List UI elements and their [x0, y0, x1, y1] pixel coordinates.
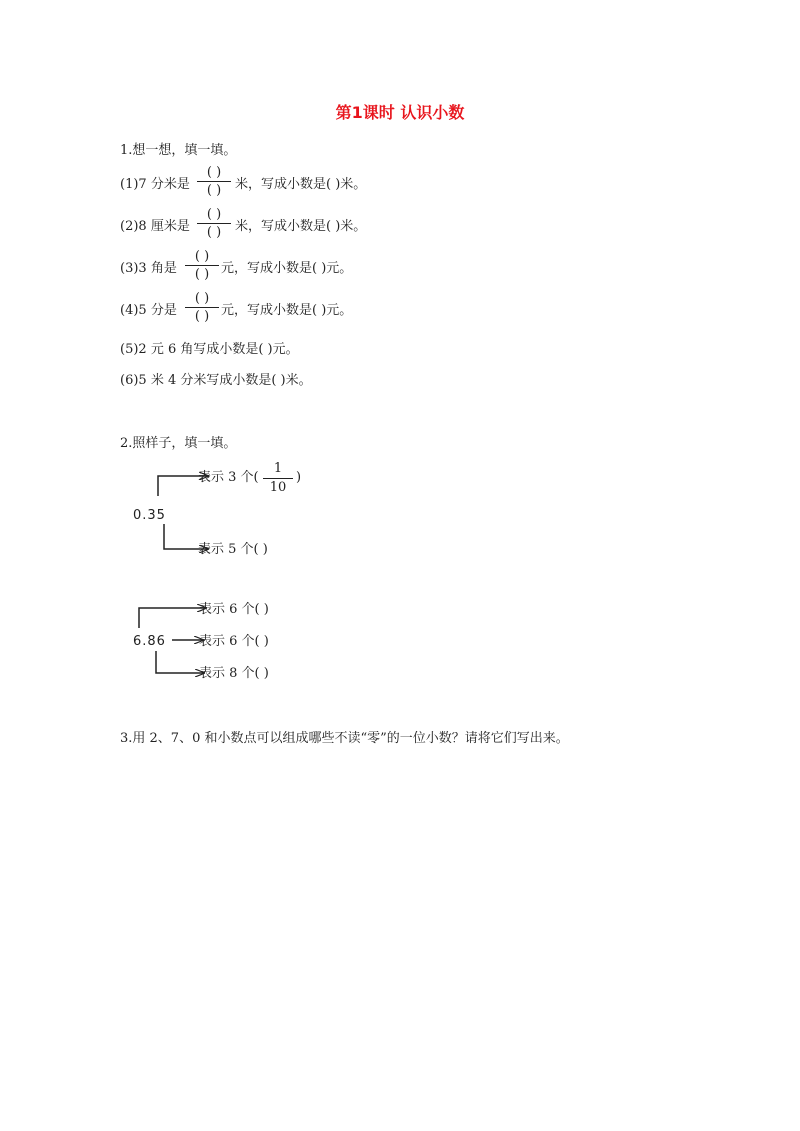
fraction-numerator-blank[interactable]: ( )	[206, 207, 222, 222]
q1-item-1-prefix: (1)7 分米是	[120, 177, 190, 192]
page-title: 第1课时 认识小数	[335, 103, 465, 122]
fraction-bar	[263, 478, 293, 479]
fraction-numerator-blank[interactable]: ( )	[194, 291, 210, 306]
task-row-3: 表示 8 个( )	[199, 666, 269, 681]
fraction-denominator-blank[interactable]: ( )	[206, 183, 222, 198]
q1-item-6: (6)5 米 4 分米写成小数是( )米。	[120, 373, 312, 388]
q1-item-2-suffix: 米，写成小数是( )米。	[235, 219, 367, 234]
q1-item-4-prefix: (4)5 分是	[120, 303, 177, 318]
q3-question: 3.用 2、7、0 和小数点可以组成哪些不读“零”的一位小数？请将它们写出来。	[120, 731, 569, 746]
q1-item-2-prefix: (2)8 厘米是	[120, 219, 190, 234]
q1-item-3-suffix: 元，写成小数是( )元。	[221, 261, 353, 276]
example-top-label: 表示 3 个(	[198, 470, 259, 485]
arrow-task-top	[139, 608, 206, 628]
example-top-close: )	[296, 470, 302, 485]
fraction-denominator-blank[interactable]: ( )	[206, 225, 222, 240]
fraction-numerator-blank[interactable]: ( )	[206, 165, 222, 180]
example-number: 0.35	[133, 508, 166, 523]
example-fraction	[263, 461, 293, 496]
example-bottom-label: 表示 5 个( )	[198, 542, 268, 557]
task-number: 6.86	[133, 634, 166, 649]
fraction-numerator: 1	[273, 461, 283, 476]
q1-item-5: (5)2 元 6 角写成小数是( )元。	[120, 342, 299, 357]
q1-heading: 1.想一想，填一填。	[120, 143, 237, 158]
q1-item-4-suffix: 元，写成小数是( )元。	[221, 303, 353, 318]
arrow-task-bottom	[156, 651, 204, 673]
q1-item-1-suffix: 米，写成小数是( )米。	[235, 177, 367, 192]
fraction-denominator: 10	[269, 480, 287, 495]
q2-heading: 2.照样子，填一填。	[120, 436, 237, 451]
q1-item-3-prefix: (3)3 角是	[120, 261, 177, 276]
task-row-2: 表示 6 个( )	[199, 634, 269, 649]
fraction-denominator-blank[interactable]: ( )	[194, 267, 210, 282]
fraction-numerator-blank[interactable]: ( )	[194, 249, 210, 264]
task-row-1: 表示 6 个( )	[199, 602, 269, 617]
fraction-denominator-blank[interactable]: ( )	[194, 309, 210, 324]
